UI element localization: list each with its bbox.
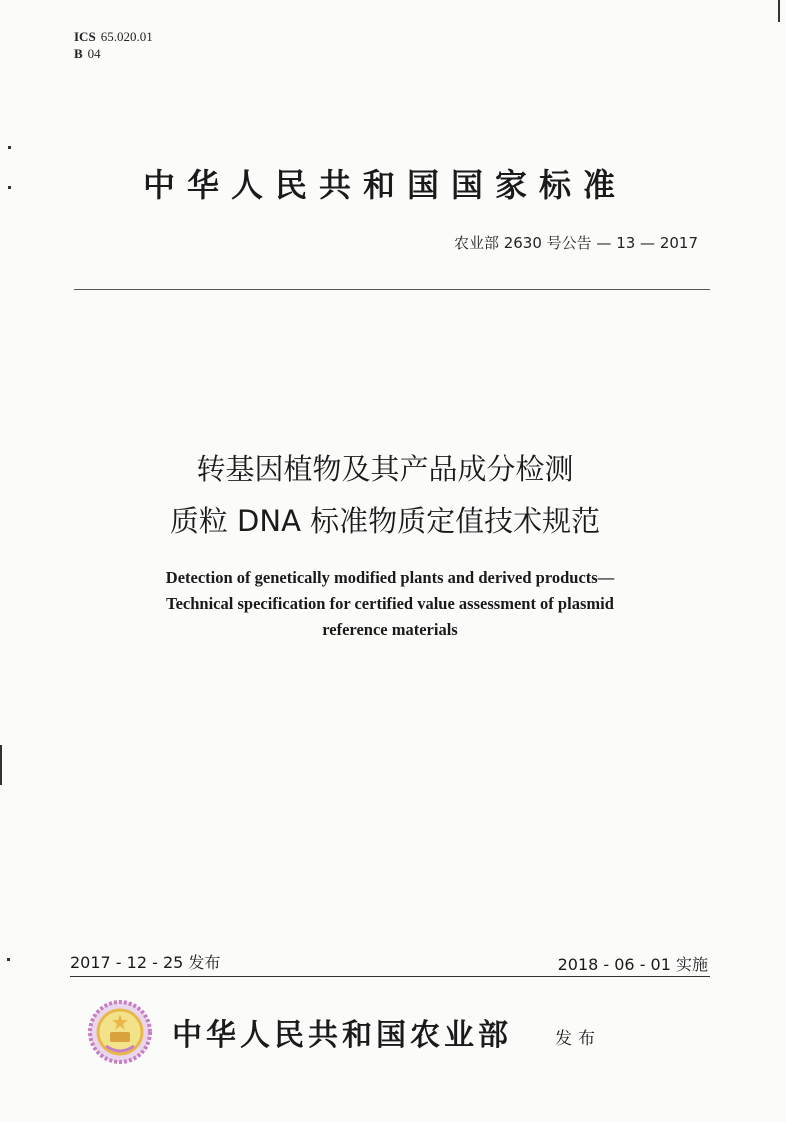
publish-label: 发布 <box>555 1029 601 1049</box>
english-title <box>90 565 690 643</box>
scan-mark <box>778 0 780 22</box>
english-title-line-2: Technical specification for certified value assessment of plasmid <box>166 594 614 613</box>
english-title-line-3: reference materials <box>322 620 458 639</box>
scan-mark <box>0 745 2 785</box>
scan-mark <box>8 146 11 149</box>
chinese-title-line-1: 转基因植物及其产品成分检测 <box>196 452 574 486</box>
ccs-code: 04 <box>87 46 101 61</box>
publisher-name: 中华人民共和国农业部 <box>172 1018 512 1053</box>
classification-codes <box>74 28 153 62</box>
ics-label: ICS <box>74 29 96 44</box>
footer-divider <box>70 976 710 977</box>
standard-number: 农业部 2630 号公告 — 13 — 2017 <box>453 234 698 252</box>
national-emblem-icon <box>88 1000 152 1064</box>
scan-mark <box>7 958 10 961</box>
issue-date: 2017 - 12 - 25 发布 <box>70 953 221 972</box>
ccs-label: B <box>74 46 83 61</box>
implementation-date: 2018 - 06 - 01 实施 <box>557 955 708 974</box>
standard-title: 中华人民共和国国家标准 <box>142 166 627 204</box>
ics-line <box>74 28 153 45</box>
chinese-title-line-2: 质粒 DNA 标准物质定值技术规范 <box>169 504 601 538</box>
scan-mark <box>8 186 11 189</box>
ics-code: 65.020.01 <box>100 29 153 44</box>
english-title-line-1: Detection of genetically modified plants and derived products— <box>165 568 615 587</box>
header-divider <box>74 289 710 290</box>
ccs-line <box>74 45 153 62</box>
chinese-title <box>60 443 710 547</box>
